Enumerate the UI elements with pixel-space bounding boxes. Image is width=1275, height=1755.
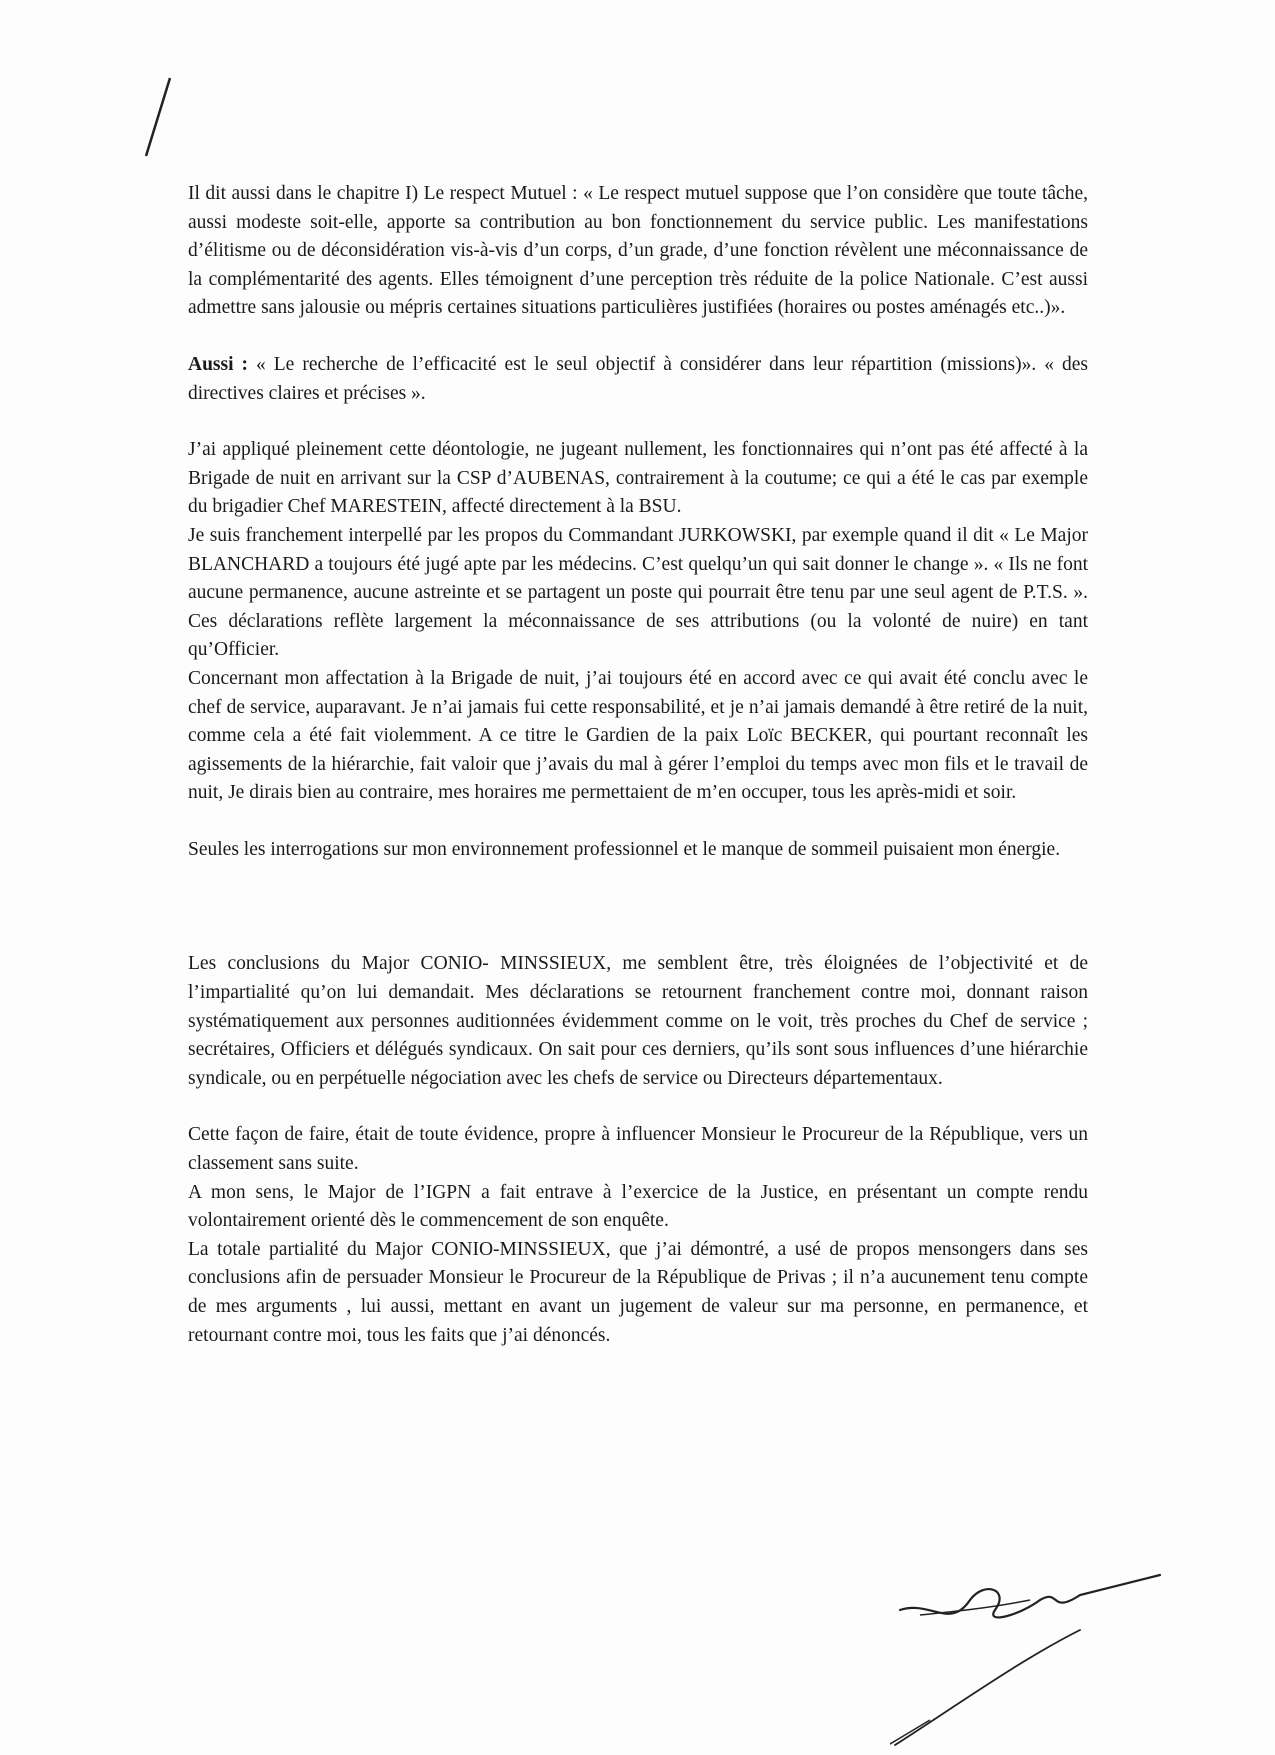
document-body xyxy=(188,180,1088,1350)
paragraph-aussi-lead: Aussi : xyxy=(188,353,249,375)
paragraph-facon-de-faire: Cette façon de faire, était de toute évidence, propre à influencer Monsieur le Procureur de la République, vers un classement sans suite. xyxy=(188,1124,1088,1175)
paragraph-interrogations: Seules les interrogations sur mon environnement professionnel et le manque de sommeil puisaient mon énergie. xyxy=(188,838,1061,860)
paragraph-conclusions: Les conclusions du Major CONIO- MINSSIEUX, me semblent être, très éloignées de l’objectivité et de l’impartialité qu’on lui demandait. Mes déclarations se retournent franchement contre moi, donnant raison systématiquement aux personnes auditionnées évidemment comme on le voit, très proches du Chef de service ; secrétaires, Officiers et délégués syndicaux. On sait pour ces derniers, qu’ils sont sous influences d’une hiérarchie syndicale, ou en perpétuelle négociation avec les chefs de service ou Directeurs départementaux. xyxy=(188,953,1088,1089)
handwritten-signature-icon xyxy=(890,1570,1190,1750)
scan-slash-mark-icon xyxy=(140,70,180,160)
paragraph-deontologie: J’ai appliqué pleinement cette déontologie, ne jugeant nullement, les fonctionnaires qui n’ont pas été affecté à la Brigade de nuit en arrivant sur la CSP d’AUBENAS, contrairement à la coutume; ce qui a été le cas par exemple du brigadier Chef MARESTEIN, affecté directement à la BSU. xyxy=(188,439,1088,518)
paragraph-aussi-text: « Le recherche de l’efficacité est le seul objectif à considérer dans leur répartition (missions)». « des directives claires et précises ». xyxy=(188,353,1088,404)
paragraph-brigade-nuit: Concernant mon affectation à la Brigade de nuit, j’ai toujours été en accord avec ce qui avait été conclu avec le chef de service, auparavant. Je n’ai jamais fui cette responsabilité, et je n’ai jamais demandé à être retiré de la nuit, comme cela a été fait violemment. A ce titre le Gardien de la paix Loïc BECKER, qui pourtant reconnaît les agissements de la hiérarchie, fait valoir que j’avais du mal à gérer l’emploi du temps avec mon fils et le travail de nuit, Je dirais bien au contraire, mes horaires me permettaient de m’en occuper, tous les après-midi et soir. xyxy=(188,667,1088,804)
paragraph-aussi xyxy=(188,351,1088,408)
paragraph-mon-sens: A mon sens, le Major de l’IGPN a fait entrave à l’exercice de la Justice, en présentant un compte rendu volontairement orienté dès le commencement de son enquête. xyxy=(188,1181,1088,1232)
paragraph-respect-mutuel: Il dit aussi dans le chapitre I) Le respect Mutuel : « Le respect mutuel suppose que l’on considère que toute tâche, aussi modeste soit-elle, apporte sa contribution au bon fonctionnement du service public. Les manifestations d’élitisme ou de déconsidération vis-à-vis d’un corps, d’un grade, d’une fonction révèlent une méconnaissance de la complémentarité des agents. Elles témoignent d’une perception très réduite de la police Nationale. C’est aussi admettre sans jalousie ou mépris certaines situations particulières justifiées (horaires ou postes aménagés etc..)». xyxy=(188,183,1088,319)
paragraph-jurkowski: Je suis franchement interpellé par les propos du Commandant JURKOWSKI, par exemple quand il dit « Le Major BLANCHARD a toujours été jugé apte par les médecins. C’est quelqu’un qui sait donner le change ». « Ils ne font aucune permanence, aucune astreinte et se partagent un poste qui pourrait être tenu par une seul agent de P.T.S. ». Ces déclarations reflète largement la méconnaissance de ses attributions (ou la volonté de nuire) en tant qu’Officier. xyxy=(188,524,1088,661)
paragraph-partialite: La totale partialité du Major CONIO-MINSSIEUX, que j’ai démontré, a usé de propos mensongers dans ses conclusions afin de persuader Monsieur le Procureur de la République de Privas ; il n’a aucunement tenu compte de mes arguments , lui aussi, mettant en avant un jugement de valeur sur ma personne, en permanence, et retournant contre moi, tous les faits que j’ai dénoncés. xyxy=(188,1238,1088,1346)
